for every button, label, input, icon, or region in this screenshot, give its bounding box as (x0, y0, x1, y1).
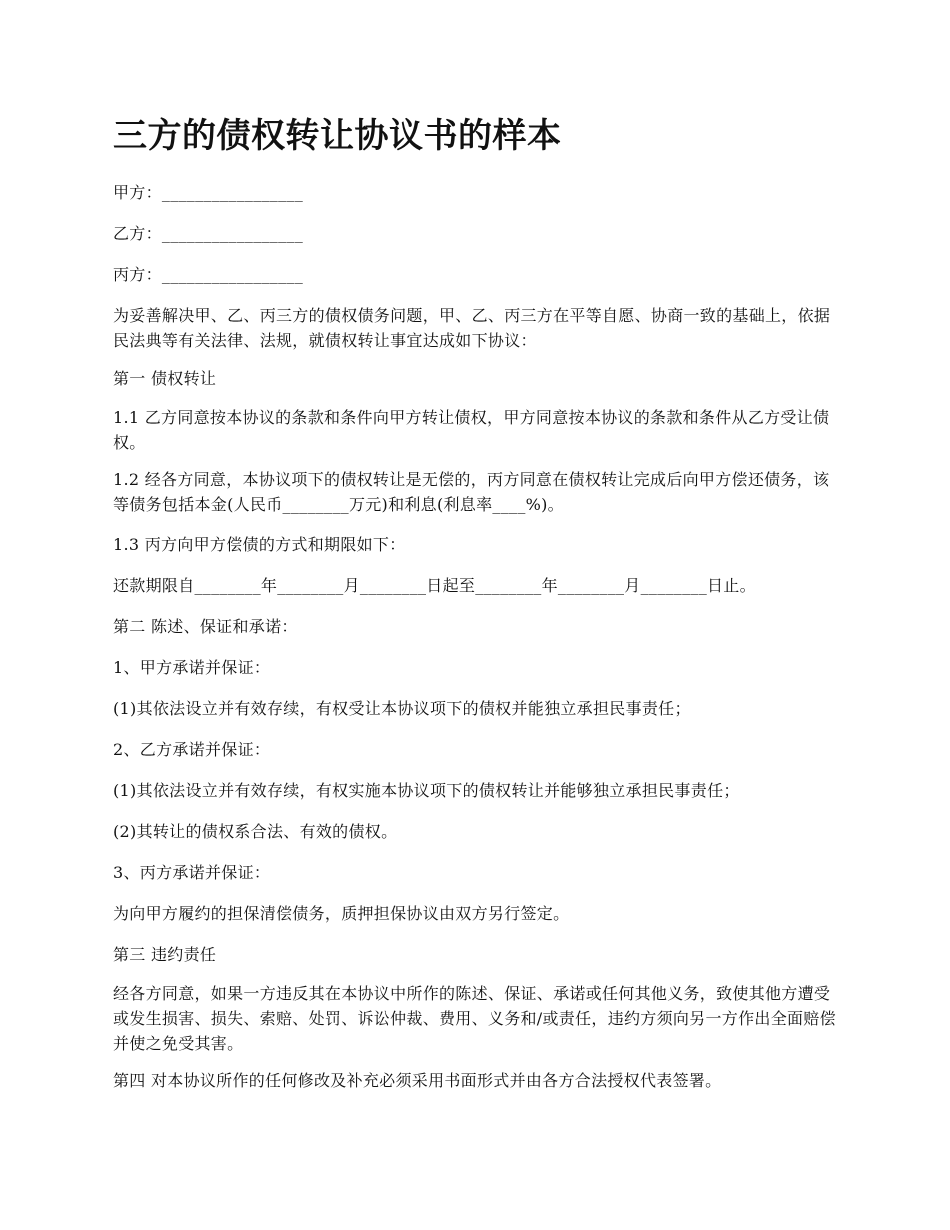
article-3-heading: 第三 违约责任 (113, 945, 217, 964)
party-c-commitment-heading: 3、丙方承诺并保证： (113, 863, 271, 882)
article-4-text: 第四 对本协议所作的任何修改及补充必须采用书面形式并由各方合法授权代表签署。 (113, 1071, 722, 1090)
clause-1-3: 1.3 丙方向甲方偿债的方式和期限如下： (113, 535, 406, 554)
party-a-commitment-heading: 1、甲方承诺并保证： (113, 658, 271, 677)
party-b-line: 乙方：_________________ (113, 224, 303, 243)
party-a-commitment-1: (1)其依法设立并有效存续，有权受让本协议项下的债权并能独立承担民事责任； (113, 699, 691, 718)
article-1-heading: 第一 债权转让 (113, 369, 217, 388)
party-b-commitment-heading: 2、乙方承诺并保证： (113, 740, 271, 759)
document-title: 三方的债权转让协议书的样本 (113, 116, 562, 156)
party-c-commitment-1: 为向甲方履约的担保清偿债务，质押担保协议由双方另行签定。 (113, 904, 570, 923)
party-b-commitment-2: (2)其转让的债权系合法、有效的债权。 (113, 822, 398, 841)
clause-1-1: 1.1 乙方同意按本协议的条款和条件向甲方转让债权，甲方同意按本协议的条款和条件从乙方受让债权。 (113, 408, 830, 452)
clause-1-2: 1.2 经各方同意，本协议项下的债权转让是无偿的，丙方同意在债权转让完成后向甲方偿还债务，该等债务包括本金(人民币________万元)和利息(利息率____%)。 (113, 470, 830, 514)
repayment-period: 还款期限自________年________月________日起至________年________月________日止。 (113, 576, 756, 595)
article-2-heading: 第二 陈述、保证和承诺： (113, 617, 298, 636)
party-a-line: 甲方：_________________ (113, 183, 303, 202)
party-b-commitment-1: (1)其依法设立并有效存续，有权实施本协议项下的债权转让并能够独立承担民事责任； (113, 781, 740, 800)
article-3-text: 经各方同意，如果一方违反其在本协议中所作的陈述、保证、承诺或任何其他义务，致使其他方遭受或发生损害、损失、索赔、处罚、诉讼仲裁、费用、义务和/或责任，违约方须向另一方作出全面赔偿并使之免受其害。 (113, 984, 836, 1053)
party-c-line: 丙方：_________________ (113, 265, 303, 284)
intro-paragraph: 为妥善解决甲、乙、丙三方的债权债务问题，甲、乙、丙三方在平等自愿、协商一致的基础上，依据民法典等有关法律、法规，就债权转让事宜达成如下协议： (113, 306, 831, 350)
